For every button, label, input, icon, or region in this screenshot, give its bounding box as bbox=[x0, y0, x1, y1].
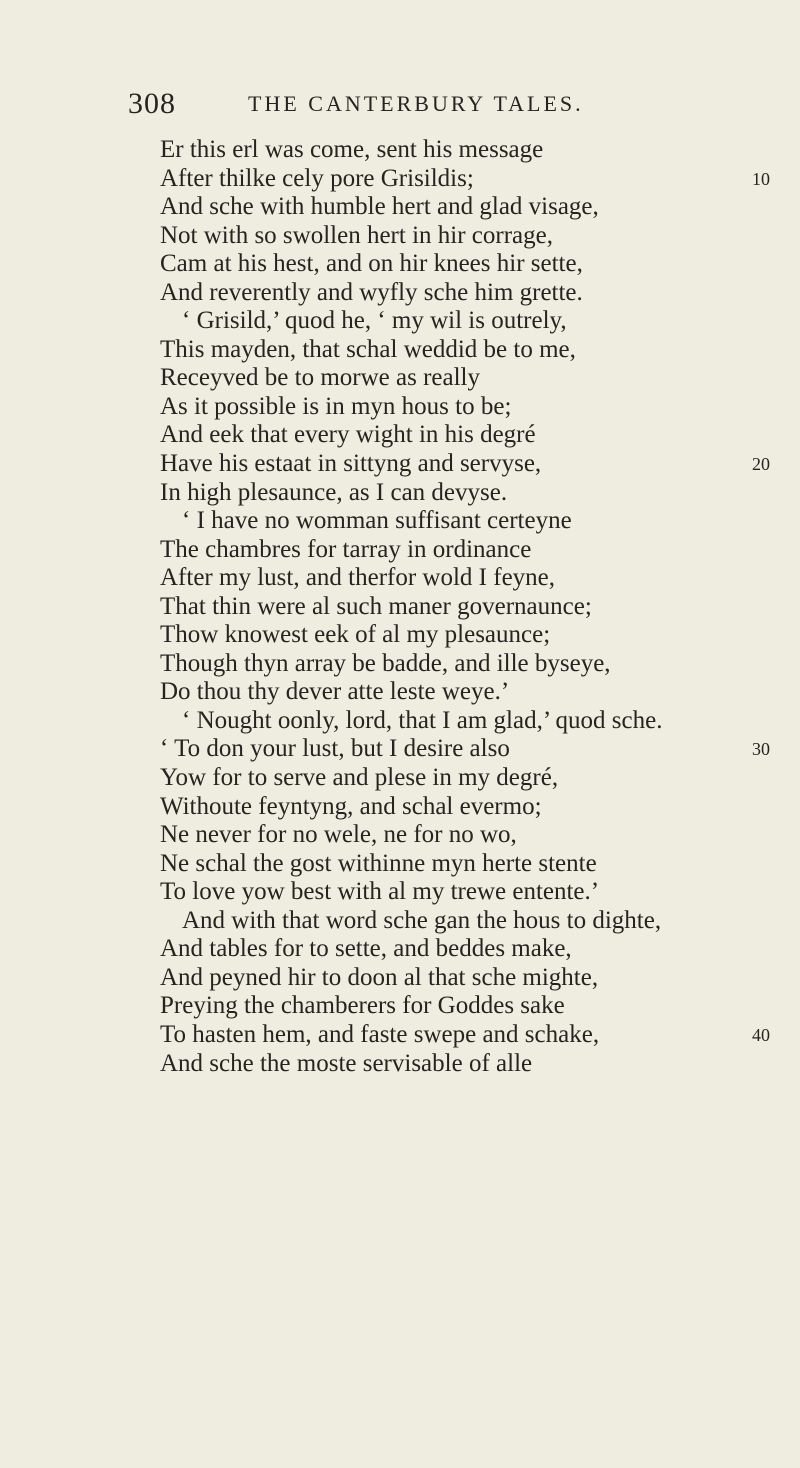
verse-line bbox=[160, 735, 800, 764]
verse-line-text: That thin were al such maner governaunce; bbox=[160, 592, 592, 620]
verse-line-text: The chambres for tarray in ordinance bbox=[160, 535, 532, 563]
verse-line bbox=[160, 564, 800, 593]
verse-line bbox=[160, 907, 800, 936]
verse-line bbox=[160, 707, 800, 736]
verse-line-text: And peyned hir to doon al that sche mighte, bbox=[160, 963, 599, 991]
verse-line bbox=[160, 336, 800, 365]
verse-line-text: ‘ Nought oonly, lord, that I am glad,’ quod sche. bbox=[182, 706, 663, 734]
verse-line bbox=[160, 821, 800, 850]
verse-line-text: As it possible is in myn hous to be; bbox=[160, 392, 512, 420]
verse-line-text: Receyved be to morwe as really bbox=[160, 364, 481, 392]
verse-line-text: This mayden, that schal weddid be to me, bbox=[160, 335, 576, 363]
verse-line-text: And reverently and wyfly sche him grette. bbox=[160, 278, 583, 306]
verse-line-text: Not with so swollen hert in hir corrage, bbox=[160, 221, 553, 249]
verse-line bbox=[160, 222, 800, 251]
page-number: 308 bbox=[128, 87, 176, 120]
verse-block bbox=[160, 136, 800, 1078]
verse-line-text: After my lust, and therfor wold I feyne, bbox=[160, 564, 556, 592]
verse-line-text: Do thou thy dever atte leste weye.’ bbox=[160, 678, 510, 706]
verse-line-text: And eek that every wight in his degré bbox=[160, 421, 536, 449]
verse-line bbox=[160, 279, 800, 308]
verse-line-text: Cam at his hest, and on hir knees hir sette, bbox=[160, 250, 583, 278]
verse-line bbox=[160, 650, 800, 679]
verse-line-text: Withoute feyntyng, and schal evermo; bbox=[160, 792, 542, 820]
verse-line-text: And with that word sche gan the hous to dighte, bbox=[182, 906, 662, 934]
verse-line-text: Yow for to serve and plese in my degré, bbox=[160, 764, 559, 792]
verse-line-text: Have his estaat in sittyng and servyse, bbox=[160, 450, 542, 478]
verse-line bbox=[160, 536, 800, 565]
running-title: THE CANTERBURY TALES. bbox=[248, 91, 584, 116]
verse-line-text: And tables for to sette, and beddes make, bbox=[160, 935, 572, 963]
line-number: 20 bbox=[752, 454, 770, 475]
line-number: 30 bbox=[752, 739, 770, 760]
verse-line bbox=[160, 136, 800, 165]
verse-line-text: To love yow best with al my trewe entente.’ bbox=[160, 878, 600, 906]
verse-line bbox=[160, 678, 800, 707]
verse-line-text: Thow knowest eek of al my plesaunce; bbox=[160, 621, 551, 649]
verse-line bbox=[160, 992, 800, 1021]
verse-line bbox=[160, 621, 800, 650]
page-header bbox=[128, 84, 668, 124]
verse-line-text: Though thyn array be badde, and ille byseye, bbox=[160, 649, 611, 677]
verse-line-text: ‘ To don your lust, but I desire also bbox=[160, 735, 510, 763]
verse-line bbox=[160, 935, 800, 964]
verse-line bbox=[160, 393, 800, 422]
verse-line bbox=[160, 364, 800, 393]
verse-line bbox=[160, 593, 800, 622]
line-number: 40 bbox=[752, 1024, 770, 1045]
verse-line bbox=[160, 507, 800, 536]
verse-line bbox=[160, 165, 800, 194]
verse-line bbox=[160, 964, 800, 993]
verse-line bbox=[160, 764, 800, 793]
verse-line bbox=[160, 1021, 800, 1050]
verse-line-text: Er this erl was come, sent his message bbox=[160, 136, 544, 163]
verse-line bbox=[160, 878, 800, 907]
verse-line-text: After thilke cely pore Grisildis; bbox=[160, 164, 474, 192]
verse-line bbox=[160, 850, 800, 879]
verse-line-text: To hasten hem, and faste swepe and schake, bbox=[160, 1020, 600, 1048]
verse-line-text: ‘ Grisild,’ quod he, ‘ my wil is outrely, bbox=[182, 307, 567, 335]
line-number: 10 bbox=[752, 168, 770, 189]
verse-line bbox=[160, 307, 800, 336]
verse-line bbox=[160, 450, 800, 479]
verse-line-text: ‘ I have no womman suffisant certeyne bbox=[182, 507, 572, 535]
verse-line bbox=[160, 793, 800, 822]
verse-line-text: Ne never for no wele, ne for no wo, bbox=[160, 821, 517, 849]
verse-line bbox=[160, 479, 800, 508]
verse-line-text: In high plesaunce, as I can devyse. bbox=[160, 478, 508, 506]
verse-line bbox=[160, 421, 800, 450]
verse-line-text: Preying the chamberers for Goddes sake bbox=[160, 992, 565, 1020]
verse-line-text: Ne schal the gost withinne myn herte stente bbox=[160, 849, 597, 877]
verse-line bbox=[160, 250, 800, 279]
verse-line bbox=[160, 1050, 800, 1079]
verse-line bbox=[160, 193, 800, 222]
verse-line-text: And sche with humble hert and glad visage, bbox=[160, 193, 599, 221]
verse-line-text: And sche the moste servisable of alle bbox=[160, 1049, 533, 1077]
